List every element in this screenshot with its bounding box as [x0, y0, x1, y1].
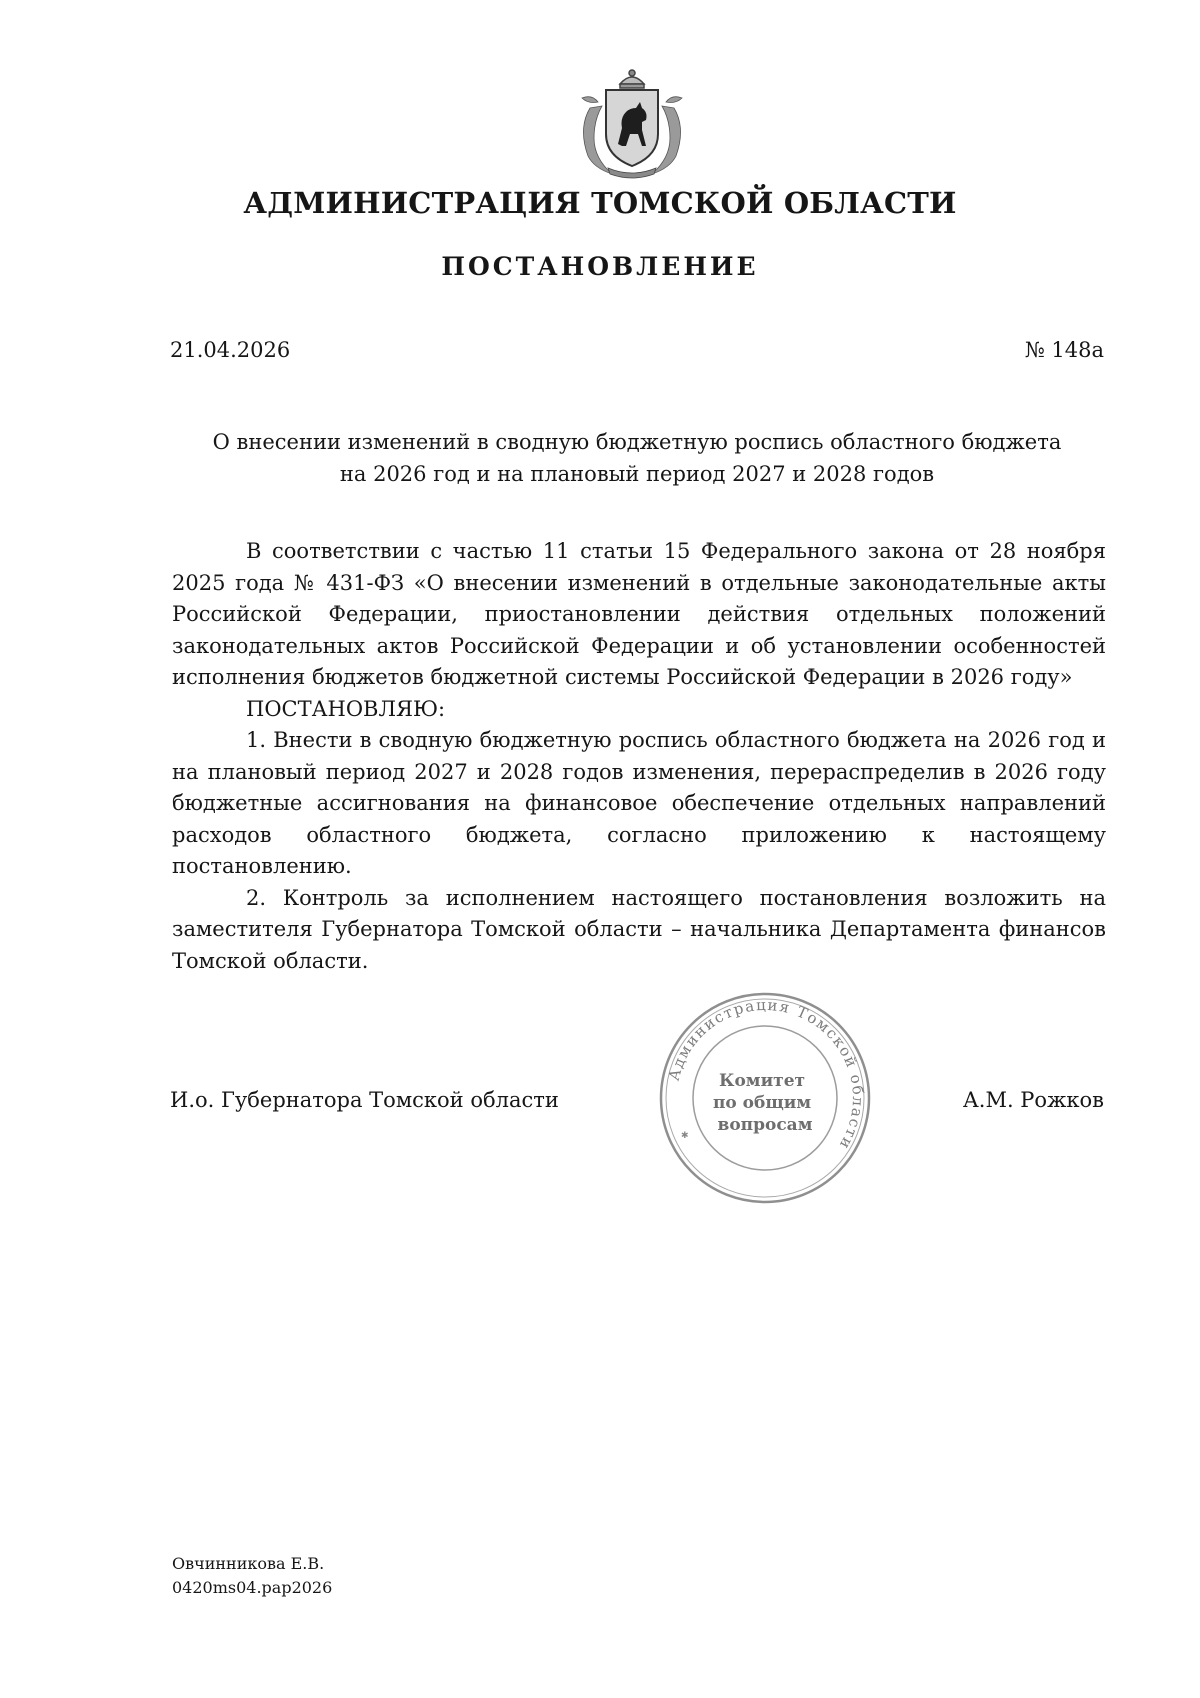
subject-line-2: на 2026 год и на плановый период 2027 и 2028 годов — [339, 462, 935, 486]
document-subject — [170, 426, 1104, 490]
item-1-paragraph: 1. Внести в сводную бюджетную роспись областного бюджета на 2026 год и на плановый период 2027 и 2028 годов изменения, перераспределив в 2026 году бюджетные ассигнования на финансовое обеспечение отдельных направлений расходов областного бюджета, согласно приложению к настоящему постановлению. — [172, 728, 1106, 878]
executor-name: Овчинникова Е.В. — [172, 1554, 325, 1573]
signatory-name: А.М. Рожков — [962, 1088, 1104, 1112]
item-2-paragraph: 2. Контроль за исполнением настоящего постановления возложить на заместителя Губернатора Томской области – начальника Департамента финансов Томской области. — [172, 885, 1106, 973]
document-type-title: ПОСТАНОВЛЕНИЕ — [441, 252, 759, 281]
svg-text:✱: ✱ — [681, 1131, 689, 1141]
signatory-title: И.о. Губернатора Томской области — [170, 1088, 559, 1112]
document-body — [172, 536, 1106, 977]
organization-title: АДМИНИСТРАЦИЯ ТОМСКОЙ ОБЛАСТИ — [243, 186, 957, 220]
official-seal — [655, 988, 875, 1208]
preamble-paragraph: В соответствии с частью 11 статьи 15 Федерального закона от 28 ноября 2025 года № 431-ФЗ «О внесении изменений в отдельные законодательные акты Российской Федерации, приостановлении действия отдельных положений законодательных актов Российской Федерации и об установлении особенностей исполнения бюджетов бюджетной системы Российской Федерации в 2026 году» — [172, 539, 1106, 689]
seal-center-line-1: Комитет — [719, 1071, 806, 1091]
executor-file: 0420ms04.pap2026 — [172, 1578, 333, 1597]
seal-center-line-3: вопросам — [717, 1115, 813, 1135]
coat-of-arms-icon — [572, 68, 692, 180]
svg-text:Комитет по общим в — [713, 1071, 817, 1135]
seal-center-line-2: по общим — [712, 1093, 812, 1113]
document-number: № 148а — [1024, 338, 1104, 362]
executor-block — [172, 1552, 332, 1600]
seal-ring-text: Администрация Томской области — [664, 995, 868, 1154]
document-date: 21.04.2026 — [170, 338, 291, 362]
subject-line-1: О внесении изменений в сводную бюджетную роспись областного бюджета — [212, 430, 1062, 454]
decree-word: ПОСТАНОВЛЯЮ: — [246, 696, 446, 721]
